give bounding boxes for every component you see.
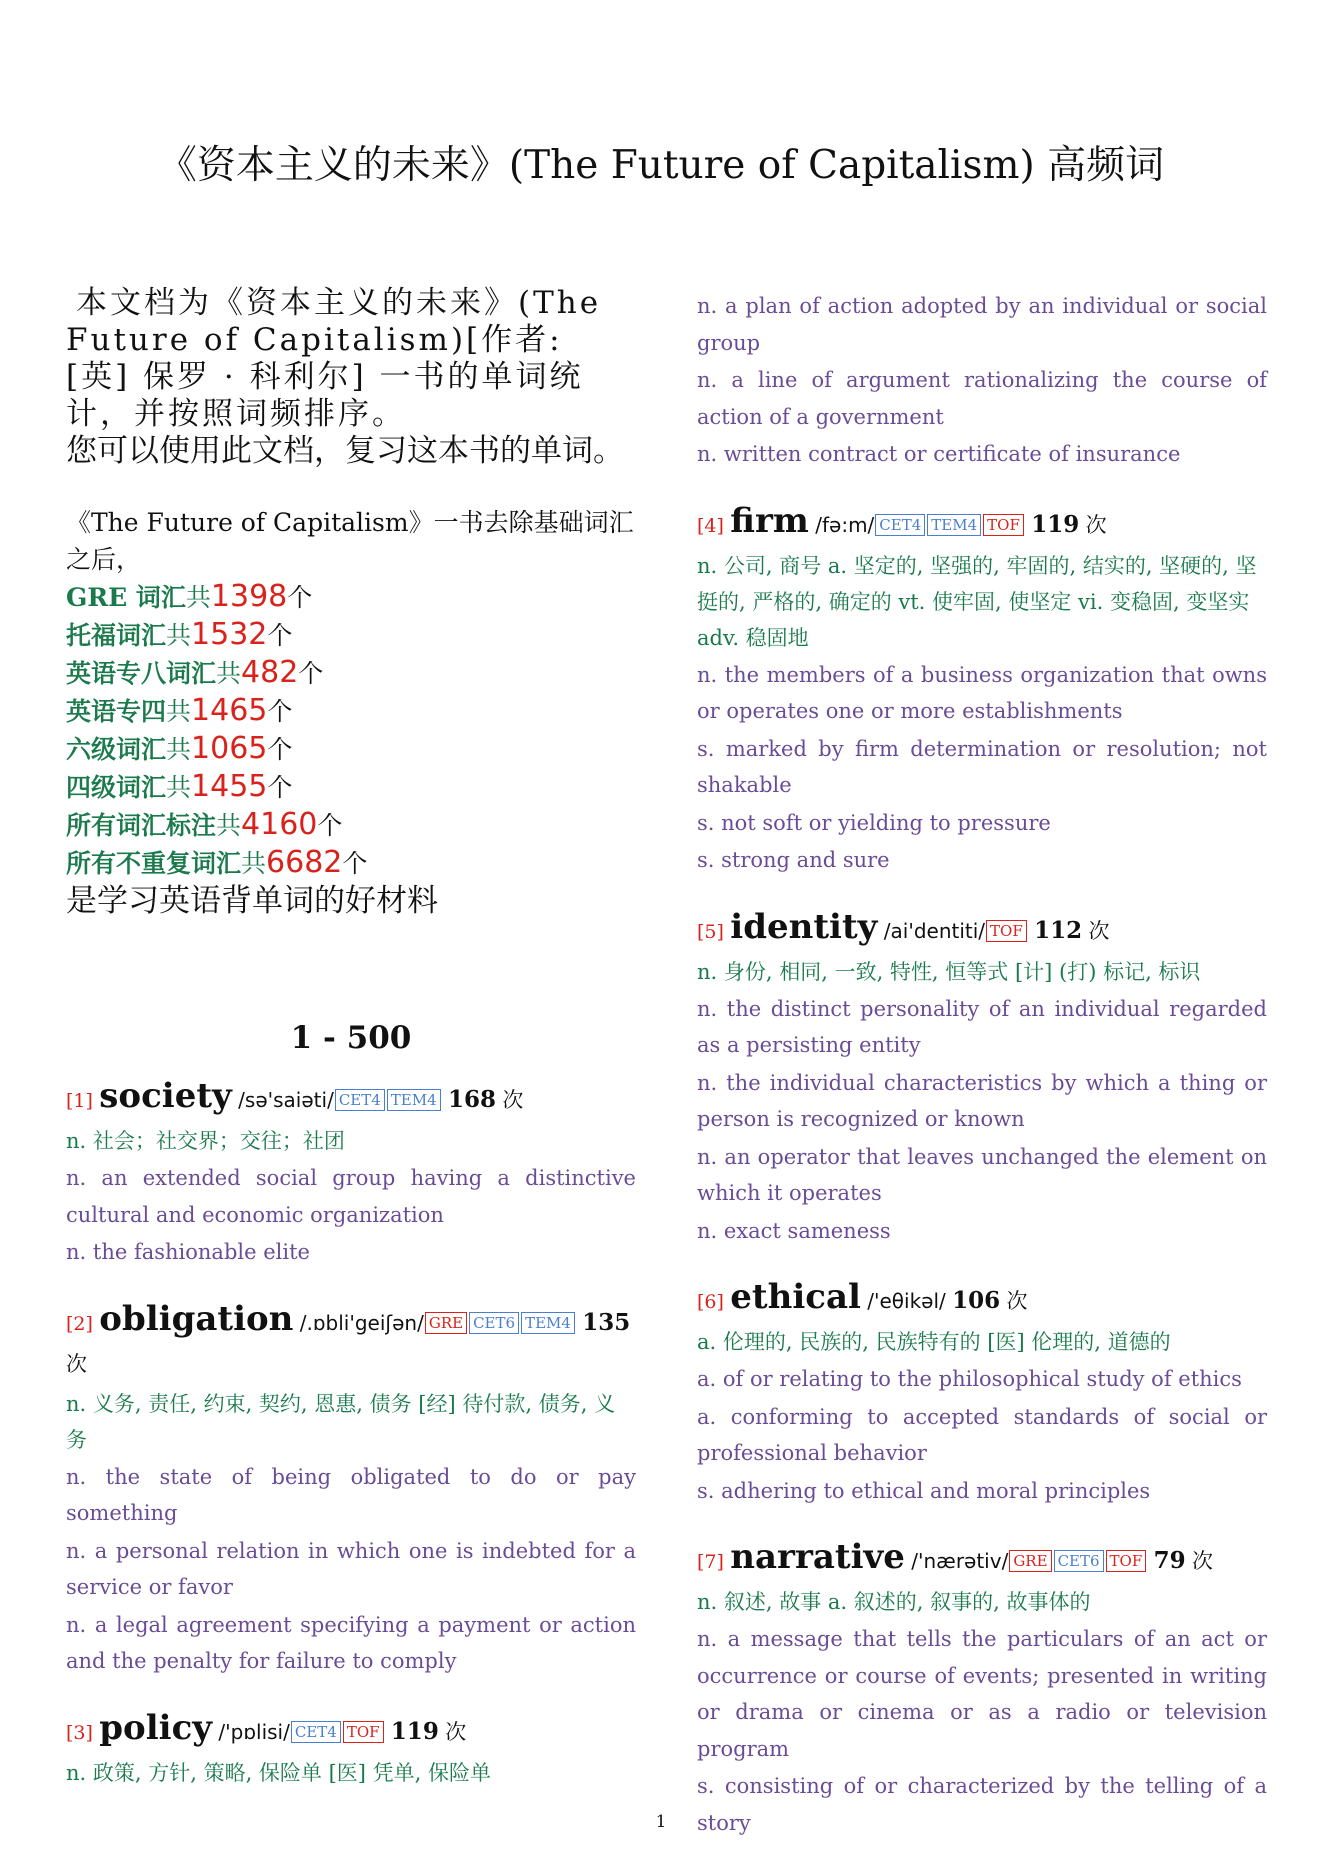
entry-phonetic: /'eθikəl/: [867, 1289, 946, 1313]
stat-gong: 共: [216, 659, 242, 688]
entry-index: [3]: [66, 1721, 93, 1744]
stat-row: [66, 692, 636, 730]
entry-definition: n. the state of being obligated to do or pay something: [66, 1464, 636, 1525]
stat-gong: 共: [166, 773, 192, 802]
entries-left: [66, 1076, 636, 1791]
entry-definition: a. of or relating to the philosophical study of ethics: [697, 1367, 1242, 1391]
intro-para-2: 您可以使用此文档，复习这本书的单词。: [66, 433, 624, 469]
entry-policy-continued: [697, 288, 1267, 473]
entry-word: narrative: [730, 1537, 905, 1577]
exam-tag: TEM4: [521, 1312, 575, 1334]
word-entry: [66, 1076, 636, 1271]
stat-value: 4160: [241, 807, 318, 842]
stat-row: [66, 806, 636, 844]
entry-definition: a. conforming to accepted standards of social or professional behavior: [697, 1404, 1267, 1465]
stat-value: 1065: [191, 731, 268, 766]
entry-word: identity: [730, 906, 878, 947]
entry-definition: s. adhering to ethical and moral principles: [697, 1478, 1151, 1503]
stat-row: [66, 578, 636, 616]
entry-count: 79: [1153, 1547, 1186, 1574]
entry-definition: n. a line of argument rationalizing the course of action of a government: [697, 368, 1267, 429]
entry-chinese: n. 政策, 方针, 策略, 保险单 [医] 凭单, 保险单: [66, 1760, 492, 1785]
entry-word: policy: [99, 1707, 213, 1748]
entry-definition: n. a message that tells the particulars of an act or occurrence or course of events; presented in writing or drama or cinema or as a radio or television program: [697, 1627, 1267, 1761]
intro-para-1: 本文档为《资本主义的未来》(The Future of Capitalism)[作者: [英] 保罗 · 科利尔] 一书的单词统计，并按照词频排序。: [66, 285, 602, 432]
entry-index: [5]: [697, 920, 724, 943]
entry-head: [697, 501, 1267, 546]
entries-right: [697, 501, 1267, 1842]
entry-head: [66, 1076, 636, 1121]
left-column: [66, 285, 636, 1819]
entry-count-suffix: 次: [66, 1351, 87, 1376]
entry-count: 135: [582, 1308, 631, 1336]
exam-tag: TOF: [1106, 1550, 1147, 1572]
word-entry: [697, 1277, 1267, 1509]
entry-index: [7]: [697, 1551, 724, 1573]
entry-count: 112: [1034, 916, 1083, 944]
stat-gong: 共: [185, 583, 211, 612]
stat-label: 英语专八词汇: [66, 659, 217, 688]
entry-chinese: n. 身份, 相同, 一致, 特性, 恒等式 [计] (打) 标记, 标识: [697, 959, 1201, 984]
entry-definition: n. the individual characteristics by which a thing or person is recognized or known: [697, 1070, 1267, 1131]
entry-definition: s. not soft or yielding to pressure: [697, 810, 1051, 835]
stat-row: [66, 654, 636, 692]
entry-head: [697, 1537, 1267, 1582]
entry-definition: n. a plan of action adopted by an individual or social group: [697, 294, 1267, 355]
entry-count: 168: [448, 1086, 497, 1113]
entry-definition: n. the members of a business organization that owns or operates one or more establishments: [697, 662, 1267, 723]
stat-row: [66, 730, 636, 768]
stat-label: 托福词汇: [66, 621, 167, 650]
entry-head: [66, 1299, 636, 1384]
stat-label: 四级词汇: [66, 773, 167, 802]
entry-count-suffix: 次: [1088, 918, 1110, 943]
entry-definition: n. written contract or certificate of insurance: [697, 442, 1181, 466]
page-number: 1: [655, 1812, 667, 1832]
stat-label: 英语专四: [66, 697, 167, 726]
word-entry: [66, 1299, 636, 1680]
word-entry: [697, 1537, 1267, 1841]
entry-head: [66, 1708, 636, 1753]
entry-count: 119: [1031, 510, 1080, 538]
stat-row: [66, 768, 636, 806]
entry-phonetic: /sə'saiəti/: [238, 1088, 334, 1112]
entry-definition: s. marked by firm determination or resolution; not shakable: [697, 736, 1267, 797]
stat-gong: 共: [241, 849, 267, 878]
stat-row: [66, 616, 636, 654]
entry-word: society: [99, 1076, 232, 1116]
entry-word: obligation: [99, 1298, 294, 1339]
exam-tag: CET4: [335, 1089, 385, 1111]
word-entry: [66, 1708, 636, 1791]
entry-definition: n. an operator that leaves unchanged the element on which it operates: [697, 1144, 1267, 1205]
stat-gong: 共: [166, 697, 192, 726]
entry-word: ethical: [730, 1277, 861, 1317]
entry-index: [6]: [697, 1291, 724, 1313]
entry-phonetic: /'nærətiv/: [911, 1549, 1009, 1573]
stat-unit: 个: [342, 849, 368, 878]
stat-gong: 共: [166, 735, 192, 764]
entry-chinese: a. 伦理的, 民族的, 民族特有的 [医] 伦理的, 道德的: [697, 1330, 1171, 1354]
stat-unit: 个: [267, 773, 293, 802]
range-heading: 1 - 500: [290, 1020, 412, 1056]
entry-definition: n. the fashionable elite: [66, 1240, 310, 1264]
stats-closing: 是学习英语背单词的好材料: [66, 883, 438, 919]
stat-label: 所有词汇标注: [66, 811, 217, 840]
entry-definition: s. consisting of or characterized by the telling of a story: [697, 1774, 1267, 1835]
stat-value: 1398: [210, 579, 288, 614]
entry-count: 106: [952, 1287, 1001, 1314]
word-entry: [697, 907, 1267, 1250]
entry-index: [2]: [66, 1312, 93, 1335]
page-title: 《资本主义的未来》(The Future of Capitalism) 高频词: [157, 143, 1165, 188]
entry-count-suffix: 次: [1192, 1549, 1213, 1573]
policy-definitions: [697, 288, 1267, 473]
entry-chinese: n. 义务, 责任, 约束, 契约, 恩惠, 债务 [经] 待付款, 债务, 义务: [66, 1391, 616, 1452]
stat-label: 六级词汇: [66, 735, 167, 764]
stat-value: 1455: [191, 769, 268, 804]
stat-gong: 共: [166, 621, 192, 650]
stat-unit: 个: [287, 583, 313, 612]
stat-label: GRE 词汇: [66, 583, 186, 612]
entry-chinese: n. 社会；社交界；交往；社团: [66, 1129, 345, 1153]
entry-definition: s. strong and sure: [697, 848, 890, 872]
exam-tag: TOF: [983, 514, 1024, 536]
intro: [66, 285, 636, 470]
exam-tag: CET4: [875, 514, 925, 536]
entry-phonetic: /ai'dentiti/: [883, 918, 986, 943]
entry-phonetic: /'pɒlisi/: [218, 1719, 290, 1744]
entry-definition: n. an extended social group having a distinctive cultural and economic organization: [66, 1166, 636, 1227]
entry-phonetic: /.ɒbli'geiʃən/: [299, 1310, 424, 1335]
entry-definition: n. the distinct personality of an individual regarded as a persisting entity: [697, 996, 1267, 1057]
entry-chinese: n. 叙述, 故事 a. 叙述的, 叙事的, 故事体的: [697, 1590, 1091, 1614]
exam-tag: CET6: [469, 1312, 519, 1334]
entry-count-suffix: 次: [1085, 512, 1107, 537]
entry-definition: n. exact sameness: [697, 1218, 891, 1243]
exam-tag: CET4: [291, 1721, 341, 1743]
stat-value: 1532: [191, 617, 268, 652]
entry-count-suffix: 次: [502, 1088, 524, 1112]
stat-value: 6682: [266, 845, 343, 880]
entry-count: 119: [390, 1717, 439, 1745]
stat-row: [66, 844, 636, 882]
stat-unit: 个: [267, 697, 293, 726]
entry-head: [697, 1277, 1267, 1322]
exam-tag: TEM4: [927, 514, 981, 536]
exam-tag: GRE: [425, 1312, 467, 1334]
stat-unit: 个: [267, 735, 293, 764]
entry-chinese: n. 公司, 商号 a. 坚定的, 坚强的, 牢固的, 结实的, 坚硬的, 坚挺的, 严格的, 确定的 vt. 使牢固, 使坚定 vi. 变稳固, 变坚实 adv. 稳固地: [697, 553, 1257, 650]
word-entry: [697, 501, 1267, 879]
stat-value: 1465: [191, 693, 268, 728]
entry-count-suffix: 次: [1006, 1289, 1028, 1313]
exam-tag: TEM4: [387, 1089, 441, 1111]
stats-block: [66, 504, 636, 920]
exam-tag: TOF: [343, 1721, 384, 1743]
entry-word: firm: [730, 500, 809, 541]
stat-gong: 共: [216, 811, 242, 840]
stat-unit: 个: [317, 811, 343, 840]
exam-tag: GRE: [1009, 1550, 1051, 1572]
entry-index: [4]: [697, 514, 724, 537]
stat-label: 所有不重复词汇: [66, 849, 242, 878]
stat-value: 482: [241, 655, 299, 690]
entry-head: [697, 907, 1267, 952]
right-column: [697, 287, 1267, 1869]
entry-index: [1]: [66, 1090, 93, 1112]
exam-tag: TOF: [986, 920, 1027, 942]
entry-count-suffix: 次: [445, 1719, 467, 1744]
stats-lead: 《The Future of Capitalism》一书去除基础词汇之后，: [66, 508, 634, 574]
exam-tag: CET6: [1054, 1550, 1104, 1572]
entry-phonetic: /fə:m/: [815, 512, 875, 537]
stats-list: [66, 578, 636, 882]
entry-definition: n. a personal relation in which one is indebted for a service or favor: [66, 1538, 636, 1599]
stat-unit: 个: [298, 659, 324, 688]
stat-unit: 个: [267, 621, 293, 650]
entry-definition: n. a legal agreement specifying a payment or action and the penalty for failure to comply: [66, 1612, 636, 1673]
